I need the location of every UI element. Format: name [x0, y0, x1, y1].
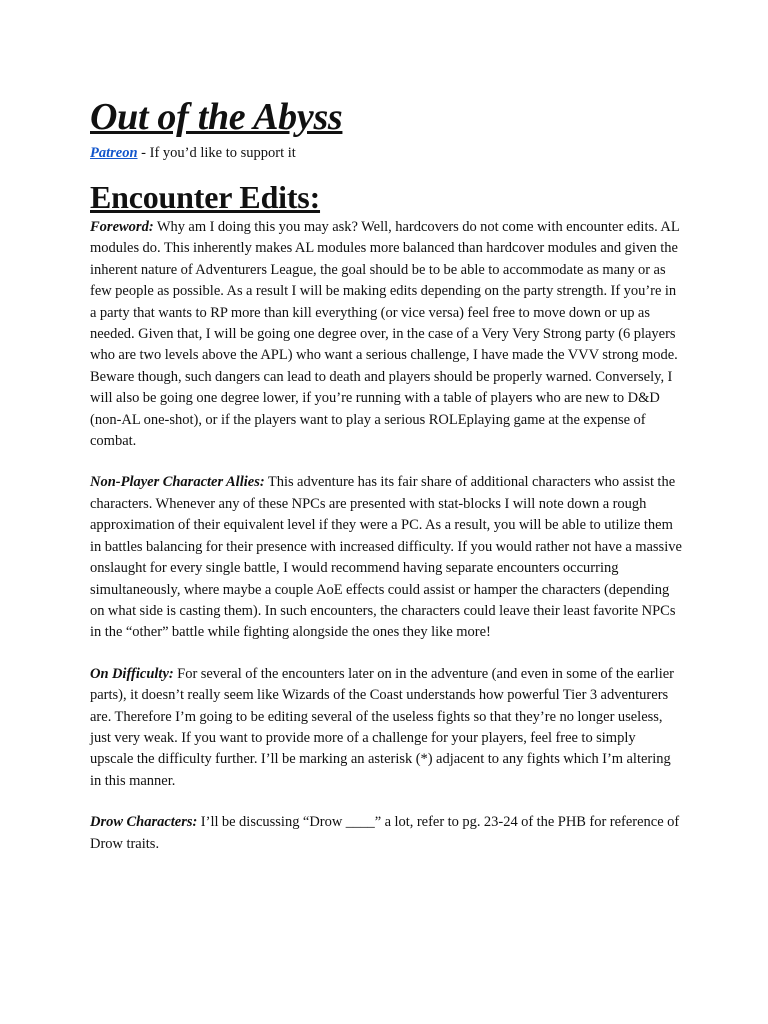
document-title: Out of the Abyss [90, 96, 343, 138]
support-text: - If you’d like to support it [137, 145, 296, 161]
paragraph-foreword [90, 217, 682, 452]
paragraph-npc-allies [90, 472, 682, 643]
paragraph-on-difficulty [90, 664, 682, 792]
patreon-link[interactable]: Patreon [90, 145, 138, 161]
paragraph-lead: Foreword: [90, 219, 154, 235]
paragraph-body: For several of the encounters later on in the adventure (and even in some of the earlier parts), it doesn’t really seem like Wizards of the Coast understands how powerful Tier 3 adventurers are. Therefore I’m going to be editing several of the useless fights so that they’re no longer useless, just very weak. If you want to provide more of a challenge for your players, feel free to simply upscale the difficulty further. I’ll be marking an asterisk (*) adjacent to any fights which I’m altering in this manner. [90, 665, 674, 789]
paragraph-lead: On Difficulty: [90, 665, 174, 682]
document-page [90, 94, 682, 855]
paragraph-body: This adventure has its fair share of additional characters who assist the characters. Whenever any of these NPCs are presented with stat-blocks I will note down a rough approximation of their equivalent level if they were a PC. As a result, you will be able to utilize them in battles balancing for their presence with increased difficulty. If you would rather not have a massive onslaught for every single battle, I would recommend having separate encounters occurring simultaneously, where maybe a couple AoE effects could assist or hamper the characters (depending on what side is casting them). In such encounters, the characters could leave their least favorite NPCs in the “other” battle while fighting alongside the ones they like more! [90, 474, 682, 641]
paragraph-body: Why am I doing this you may ask? Well, hardcovers do not come with encounter edits. AL modules do. This inherently makes AL modules more balanced than hardcover modules and given the inherent nature of Adventurers League, the goal should be to be able to accommodate as many or as few people as possible. As a result I will be making edits depending on the party strength. If you’re in a party that wants to RP more than kill everything (or vice versa) feel free to move down or up as needed. Given that, I will be going one degree over, in the case of a Very Very Strong party (6 players who are two levels above the APL) who want a serious challenge, I have made the VVV strong mode. Beware though, such dangers can lead to death and players should be properly warned. Conversely, I will also be going one degree lower, if you’re running with a table of players who are new to D&D (non-AL one-shot), or if the players want to play a serious ROLEplaying game at the expense of combat. [90, 219, 680, 450]
section-heading: Encounter Edits: [90, 179, 321, 215]
support-line [90, 143, 682, 163]
paragraph-lead: Non-Player Character Allies: [90, 474, 265, 491]
paragraph-body: I’ll be discussing “Drow ____” a lot, refer to pg. 23-24 of the PHB for reference of Drow traits. [90, 814, 680, 852]
paragraph-drow-characters [90, 812, 682, 855]
paragraph-lead: Drow Characters: [90, 814, 198, 831]
